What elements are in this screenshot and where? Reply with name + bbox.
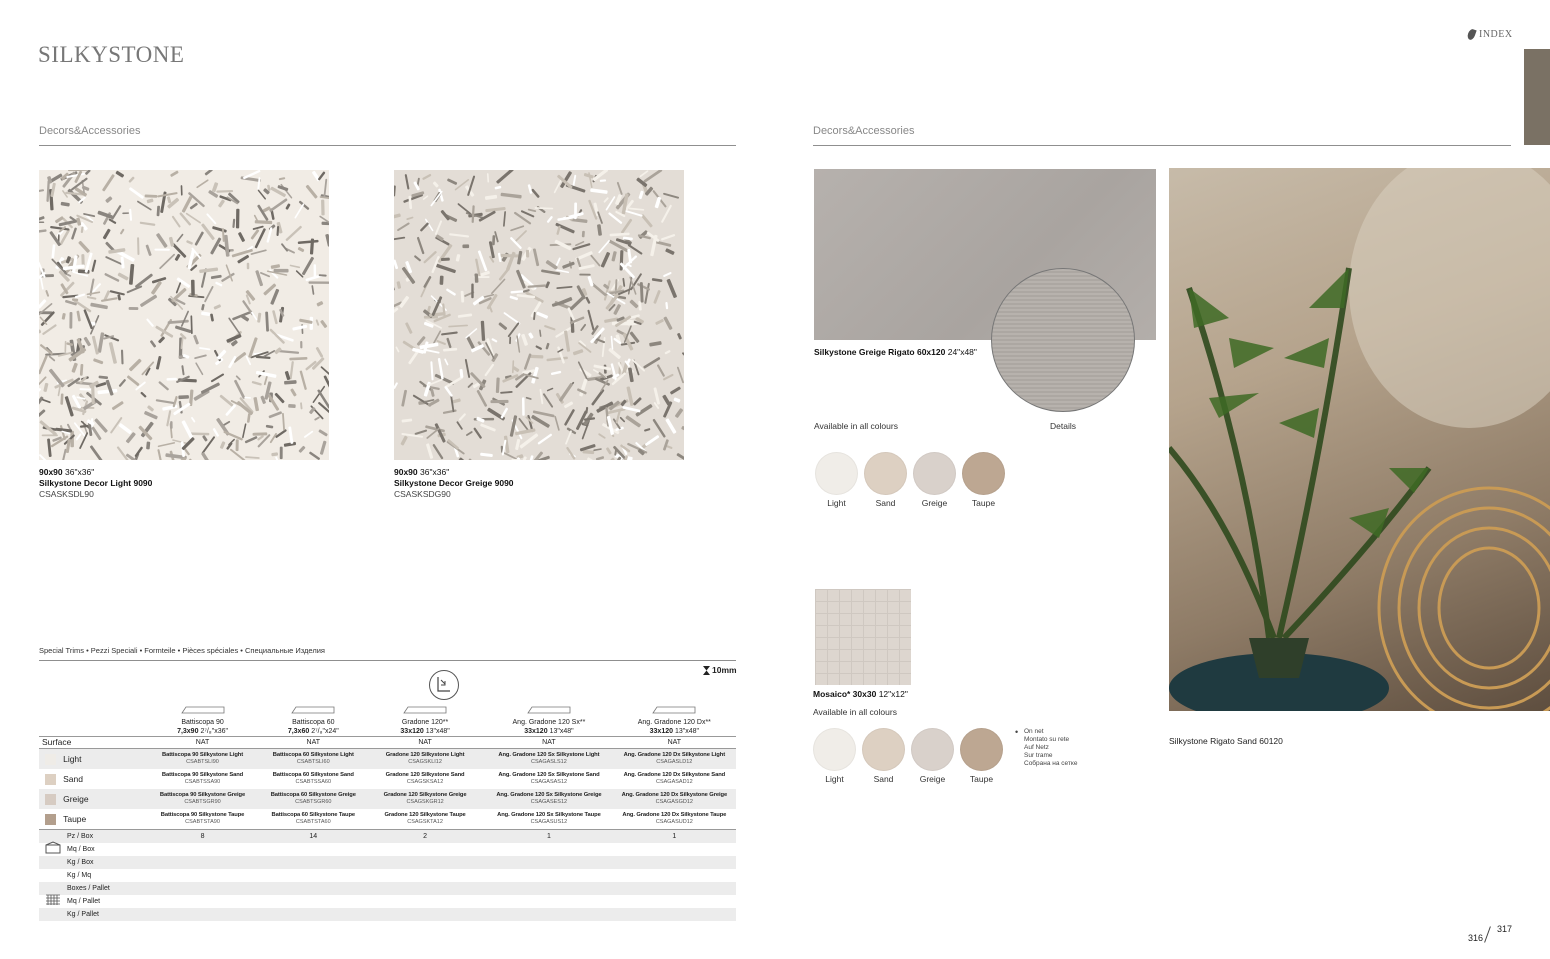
colour-swatch xyxy=(913,452,956,495)
packaging-value xyxy=(143,843,261,856)
packaging-value xyxy=(365,882,485,895)
packaging-value xyxy=(485,869,612,882)
trim-col-size: 33x120 xyxy=(400,728,424,735)
colour-swatch-square xyxy=(45,754,56,765)
colour-swatch xyxy=(911,728,954,771)
trim-cell-name: Battiscopa 60 Silkystone Greige xyxy=(270,792,356,798)
colour-option-greige xyxy=(913,452,956,508)
mosaico-note: Sur trame xyxy=(1024,752,1053,759)
decor-greige-size-in: 36"x36" xyxy=(420,467,450,477)
trim-shape-icon xyxy=(290,705,336,715)
packaging-value xyxy=(613,869,736,882)
packaging-value xyxy=(613,882,736,895)
colour-swatch-square xyxy=(45,794,56,805)
trim-cell-name: Ang. Gradone 120 Dx Silkystone Light xyxy=(623,752,726,758)
surface-value: NAT xyxy=(143,737,261,749)
box-icon xyxy=(45,841,61,855)
colour-option-taupe xyxy=(962,452,1005,508)
trim-cell-name: Battiscopa 90 Silkystone Greige xyxy=(159,792,246,798)
pallet-icon xyxy=(45,893,61,907)
trim-col-name: Battiscopa 90 xyxy=(181,719,224,726)
table-row xyxy=(39,789,736,809)
packaging-label: Mq / Pallet xyxy=(67,898,101,905)
packaging-value: 8 xyxy=(143,830,261,844)
trim-column-3 xyxy=(485,698,612,737)
trim-col-size-in: 13"x48" xyxy=(549,728,574,735)
colour-swatch xyxy=(864,452,907,495)
packaging-value xyxy=(613,856,736,869)
trim-shape-icon xyxy=(651,705,697,715)
packaging-value xyxy=(485,843,612,856)
trims-header-empty xyxy=(39,698,143,737)
trim-cell-code: CSAGASAS12 xyxy=(530,779,568,785)
trim-cell-name: Gradone 120 Silkystone Sand xyxy=(385,772,465,778)
trim-col-size-in: 13"x48" xyxy=(425,728,450,735)
trim-cell-code: CSABTSLI60 xyxy=(296,759,330,765)
trim-column-0 xyxy=(143,698,261,737)
trim-column-4 xyxy=(613,698,736,737)
trim-shape-icon xyxy=(180,705,226,715)
trim-col-name: Gradone 120** xyxy=(401,719,449,726)
packaging-row xyxy=(39,830,736,844)
trim-col-size-in: 2⁷/₈"x36" xyxy=(200,728,228,735)
trim-cell-name: Ang. Gradone 120 Sx Silkystone Greige xyxy=(496,792,602,798)
packaging-value xyxy=(262,856,365,869)
row-colour-label xyxy=(39,789,143,809)
trim-cell-name: Gradone 120 Silkystone Greige xyxy=(383,792,467,798)
mosaico-note: On net xyxy=(1024,728,1044,735)
packaging-label: Boxes / Pallet xyxy=(67,885,110,892)
right-section-title: Decors&Accessories xyxy=(813,125,915,137)
surface-label: Surface xyxy=(39,737,143,749)
packaging-label-cell xyxy=(39,869,143,882)
packaging-value xyxy=(365,843,485,856)
colour-label: Taupe xyxy=(971,498,996,508)
trim-col-name: Ang. Gradone 120 Sx** xyxy=(512,719,586,726)
colour-swatch xyxy=(813,728,856,771)
decor-greige-tile xyxy=(394,170,684,460)
trim-cell xyxy=(365,769,485,789)
surface-value: NAT xyxy=(365,737,485,749)
mosaico-note: Auf Netz xyxy=(1024,744,1049,751)
colour-swatch-square xyxy=(45,814,56,825)
trim-cell-code: CSAGASLS12 xyxy=(531,759,567,765)
colour-swatch xyxy=(962,452,1005,495)
surface-value: NAT xyxy=(613,737,736,749)
page-number-left: 316 xyxy=(1468,933,1484,943)
packaging-row xyxy=(39,856,736,869)
page-divider xyxy=(1484,926,1491,942)
trim-cell xyxy=(613,789,736,809)
packaging-value xyxy=(143,908,261,921)
packaging-row xyxy=(39,869,736,882)
packaging-label: Kg / Mq xyxy=(67,872,92,879)
trim-cell xyxy=(365,809,485,830)
packaging-value xyxy=(613,908,736,921)
trims-table xyxy=(39,698,736,921)
trim-cell xyxy=(613,809,736,830)
colour-label: Light xyxy=(825,774,844,784)
packaging-value xyxy=(262,843,365,856)
colour-option-taupe xyxy=(960,728,1003,784)
decor-light-size: 90x90 xyxy=(39,467,63,477)
packaging-value xyxy=(365,869,485,882)
colour-swatch-square xyxy=(45,774,56,785)
trim-cell-name: Battiscopa 60 Silkystone Taupe xyxy=(271,812,356,818)
colour-swatch xyxy=(815,452,858,495)
trim-cell xyxy=(613,749,736,770)
trim-col-size: 7,3x90 xyxy=(177,728,199,735)
left-section-title: Decors&Accessories xyxy=(39,125,141,137)
decor-light-size-in: 36"x36" xyxy=(65,467,95,477)
trim-col-size-in: 2⁷/₈"x24" xyxy=(311,728,339,735)
packaging-value xyxy=(485,882,612,895)
packaging-value xyxy=(485,856,612,869)
trim-cell-name: Battiscopa 90 Silkystone Taupe xyxy=(160,812,245,818)
mosaico-note: Собрана на сетке xyxy=(1024,760,1078,767)
trim-cell xyxy=(262,809,365,830)
index-label: INDEX xyxy=(1479,29,1513,40)
packaging-label-cell xyxy=(39,895,143,908)
colour-label: Greige xyxy=(921,498,948,508)
colour-swatch xyxy=(862,728,905,771)
mosaico-colour-swatches xyxy=(813,728,1003,784)
packaging-value xyxy=(262,882,365,895)
note-bullet: • xyxy=(1015,727,1019,737)
colour-option-sand xyxy=(862,728,905,784)
packaging-value xyxy=(262,908,365,921)
packaging-label-cell xyxy=(39,908,143,921)
packaging-label: Kg / Pallet xyxy=(67,911,99,918)
colour-label: Light xyxy=(827,498,846,508)
trim-cell-name: Battiscopa 60 Silkystone Sand xyxy=(272,772,354,778)
packaging-value xyxy=(143,882,261,895)
trim-col-size: 7,3x60 xyxy=(287,728,310,735)
rigato-colour-swatches xyxy=(815,452,1005,508)
decor-greige-size: 90x90 xyxy=(394,467,418,477)
chapter-tab xyxy=(1524,49,1550,145)
trim-cell xyxy=(365,789,485,809)
colour-option-greige xyxy=(911,728,954,784)
trim-cell-code: CSABTSSA90 xyxy=(184,779,221,785)
trim-cell-name: Ang. Gradone 120 Dx Silkystone Taupe xyxy=(622,812,727,818)
index-link[interactable] xyxy=(1468,29,1513,40)
colour-option-light xyxy=(813,728,856,784)
ambient-photo xyxy=(1169,168,1550,711)
trim-cell-code: CSAGASUD12 xyxy=(655,819,693,825)
trim-cell xyxy=(613,769,736,789)
mosaico-name: Mosaico* 30x30 xyxy=(813,689,877,699)
trims-header-row xyxy=(39,698,736,737)
trims-rule xyxy=(39,660,736,661)
trim-cell-code: CSAGSKGR12 xyxy=(406,799,444,805)
packaging-value: 1 xyxy=(485,830,612,844)
row-colour-name: Greige xyxy=(63,793,89,804)
colour-option-sand xyxy=(864,452,907,508)
trim-cell xyxy=(143,809,261,830)
decor-greige-name: Silkystone Decor Greige 9090 xyxy=(394,478,514,488)
packaging-value xyxy=(613,895,736,908)
step-detail-icon xyxy=(429,670,459,700)
trim-cell-code: CSABTSGR60 xyxy=(295,799,332,805)
row-colour-name: Sand xyxy=(63,773,83,784)
index-icon xyxy=(1466,28,1476,41)
right-section-rule xyxy=(813,145,1511,146)
trim-cell xyxy=(143,749,261,770)
packaging-value xyxy=(143,895,261,908)
packaging-row xyxy=(39,908,736,921)
rigato-size-in: 24"x48" xyxy=(947,347,977,357)
packaging-label: Kg / Box xyxy=(67,859,94,866)
trim-shape-icon xyxy=(402,705,448,715)
mosaico-tile xyxy=(815,589,911,685)
trim-col-size: 33x120 xyxy=(524,728,548,735)
mosaico-available: Available in all colours xyxy=(813,707,897,717)
trim-col-name: Ang. Gradone 120 Dx** xyxy=(637,719,711,726)
rigato-details-label: Details xyxy=(1050,421,1076,431)
colour-label: Taupe xyxy=(969,774,994,784)
decor-light-caption xyxy=(39,467,152,500)
packaging-value xyxy=(143,856,261,869)
trim-cell-code: CSAGSKSA12 xyxy=(406,779,444,785)
rigato-name: Silkystone Greige Rigato 60x120 xyxy=(814,347,946,357)
trim-cell-code: CSAGASGD12 xyxy=(655,799,693,805)
mosaico-caption xyxy=(813,689,908,700)
table-row xyxy=(39,809,736,830)
trim-cell-name: Gradone 120 Silkystone Light xyxy=(385,752,465,758)
packaging-value xyxy=(262,869,365,882)
trim-cell-name: Ang. Gradone 120 Sx Silkystone Light xyxy=(498,752,600,758)
colour-swatch xyxy=(960,728,1003,771)
trim-col-size: 33x120 xyxy=(649,728,673,735)
row-colour-label xyxy=(39,749,143,770)
trim-cell xyxy=(485,749,612,770)
trim-cell xyxy=(262,789,365,809)
thickness-badge xyxy=(703,665,737,675)
packaging-value xyxy=(365,908,485,921)
packaging-row xyxy=(39,882,736,895)
trim-cell-name: Battiscopa 60 Silkystone Light xyxy=(272,752,354,758)
trim-cell-name: Ang. Gradone 120 Dx Silkystone Sand xyxy=(623,772,726,778)
trim-cell xyxy=(262,749,365,770)
mosaico-notes xyxy=(1015,728,1077,768)
thickness-value: 10mm xyxy=(712,665,737,675)
trim-cell-name: Battiscopa 90 Silkystone Sand xyxy=(161,772,244,778)
decor-light-pattern xyxy=(39,170,329,460)
colour-label: Sand xyxy=(875,498,896,508)
brand-title: SILKYSTONE xyxy=(38,42,185,67)
packaging-row xyxy=(39,843,736,856)
trim-column-1 xyxy=(262,698,365,737)
trim-cell xyxy=(365,749,485,770)
packaging-value xyxy=(365,895,485,908)
packaging-label-cell xyxy=(39,843,143,856)
trim-cell-code: CSAGASAD12 xyxy=(655,779,693,785)
trim-col-name: Battiscopa 60 xyxy=(292,719,335,726)
packaging-value xyxy=(485,908,612,921)
trim-cell-code: CSABTSGR90 xyxy=(184,799,221,805)
packaging-label: Pz / Box xyxy=(67,833,94,840)
colour-label: Greige xyxy=(919,774,946,784)
decor-light-name: Silkystone Decor Light 9090 xyxy=(39,478,153,488)
packaging-value xyxy=(613,843,736,856)
trim-cell xyxy=(143,789,261,809)
decor-light-tile xyxy=(39,170,329,460)
trim-cell xyxy=(485,809,612,830)
left-section-rule xyxy=(39,145,736,146)
trim-cell-code: CSABTSSA60 xyxy=(295,779,332,785)
thickness-icon xyxy=(703,666,710,675)
page-number-right: 317 xyxy=(1497,924,1513,934)
trim-cell-name: Ang. Gradone 120 Dx Silkystone Greige xyxy=(621,792,728,798)
trim-cell xyxy=(143,769,261,789)
decor-light-code: CSASKSDL90 xyxy=(39,489,94,499)
trim-cell-code: CSABTSTA90 xyxy=(185,819,220,825)
trim-col-size-in: 13"x48" xyxy=(674,728,699,735)
trim-cell-code: CSABTSLI90 xyxy=(186,759,219,765)
trim-cell xyxy=(262,769,365,789)
ambient-photo-illustration xyxy=(1169,168,1550,711)
packaging-label-cell xyxy=(39,856,143,869)
mosaico-size-in: 12"x12" xyxy=(878,689,908,699)
row-colour-name: Taupe xyxy=(63,813,87,824)
special-trims-title: Special Trims • Pezzi Speciali • Formteile • Pièces spéciales • Специальные Изделия xyxy=(39,646,325,655)
trim-cell-code: CSAGSKTA12 xyxy=(407,819,443,825)
trim-cell-name: Battiscopa 90 Silkystone Light xyxy=(161,752,244,758)
packaging-value xyxy=(262,895,365,908)
trim-cell-code: CSAGASUS12 xyxy=(530,819,568,825)
packaging-value: 14 xyxy=(262,830,365,844)
trim-cell-code: CSAGASES12 xyxy=(530,799,568,805)
packaging-value xyxy=(365,856,485,869)
trim-cell-name: Ang. Gradone 120 Sx Silkystone Sand xyxy=(498,772,600,778)
trim-cell-code: CSAGSKLI12 xyxy=(408,759,442,765)
surface-value: NAT xyxy=(262,737,365,749)
mosaico-note: Montato su rete xyxy=(1024,736,1070,743)
trim-column-2 xyxy=(365,698,485,737)
packaging-value: 1 xyxy=(613,830,736,844)
trim-cell xyxy=(485,789,612,809)
step-detail-glyph xyxy=(430,671,458,699)
row-colour-label xyxy=(39,769,143,789)
decor-greige-pattern xyxy=(394,170,684,460)
colour-option-light xyxy=(815,452,858,508)
rigato-caption xyxy=(814,347,977,358)
decor-greige-caption xyxy=(394,467,514,500)
packaging-value: 2 xyxy=(365,830,485,844)
packaging-value xyxy=(485,895,612,908)
row-colour-name: Light xyxy=(63,753,82,764)
table-row xyxy=(39,749,736,770)
packaging-value xyxy=(143,869,261,882)
rigato-detail-circle xyxy=(991,268,1135,412)
packaging-label: Mq / Box xyxy=(67,846,95,853)
row-colour-label xyxy=(39,809,143,830)
table-row xyxy=(39,769,736,789)
surface-value: NAT xyxy=(485,737,612,749)
trim-cell-code: CSAGASLD12 xyxy=(656,759,693,765)
colour-label: Sand xyxy=(873,774,894,784)
trim-cell-code: CSABTSTA60 xyxy=(295,819,331,825)
photo-caption: Silkystone Rigato Sand 60120 xyxy=(1169,736,1283,746)
trim-cell-name: Gradone 120 Silkystone Taupe xyxy=(384,812,466,818)
packaging-row xyxy=(39,895,736,908)
rigato-available: Available in all colours xyxy=(814,421,898,431)
trim-cell xyxy=(485,769,612,789)
trim-cell-name: Ang. Gradone 120 Sx Silkystone Taupe xyxy=(497,812,601,818)
trim-shape-icon xyxy=(526,705,572,715)
decor-greige-code: CSASKSDG90 xyxy=(394,489,451,499)
surface-row xyxy=(39,737,736,749)
